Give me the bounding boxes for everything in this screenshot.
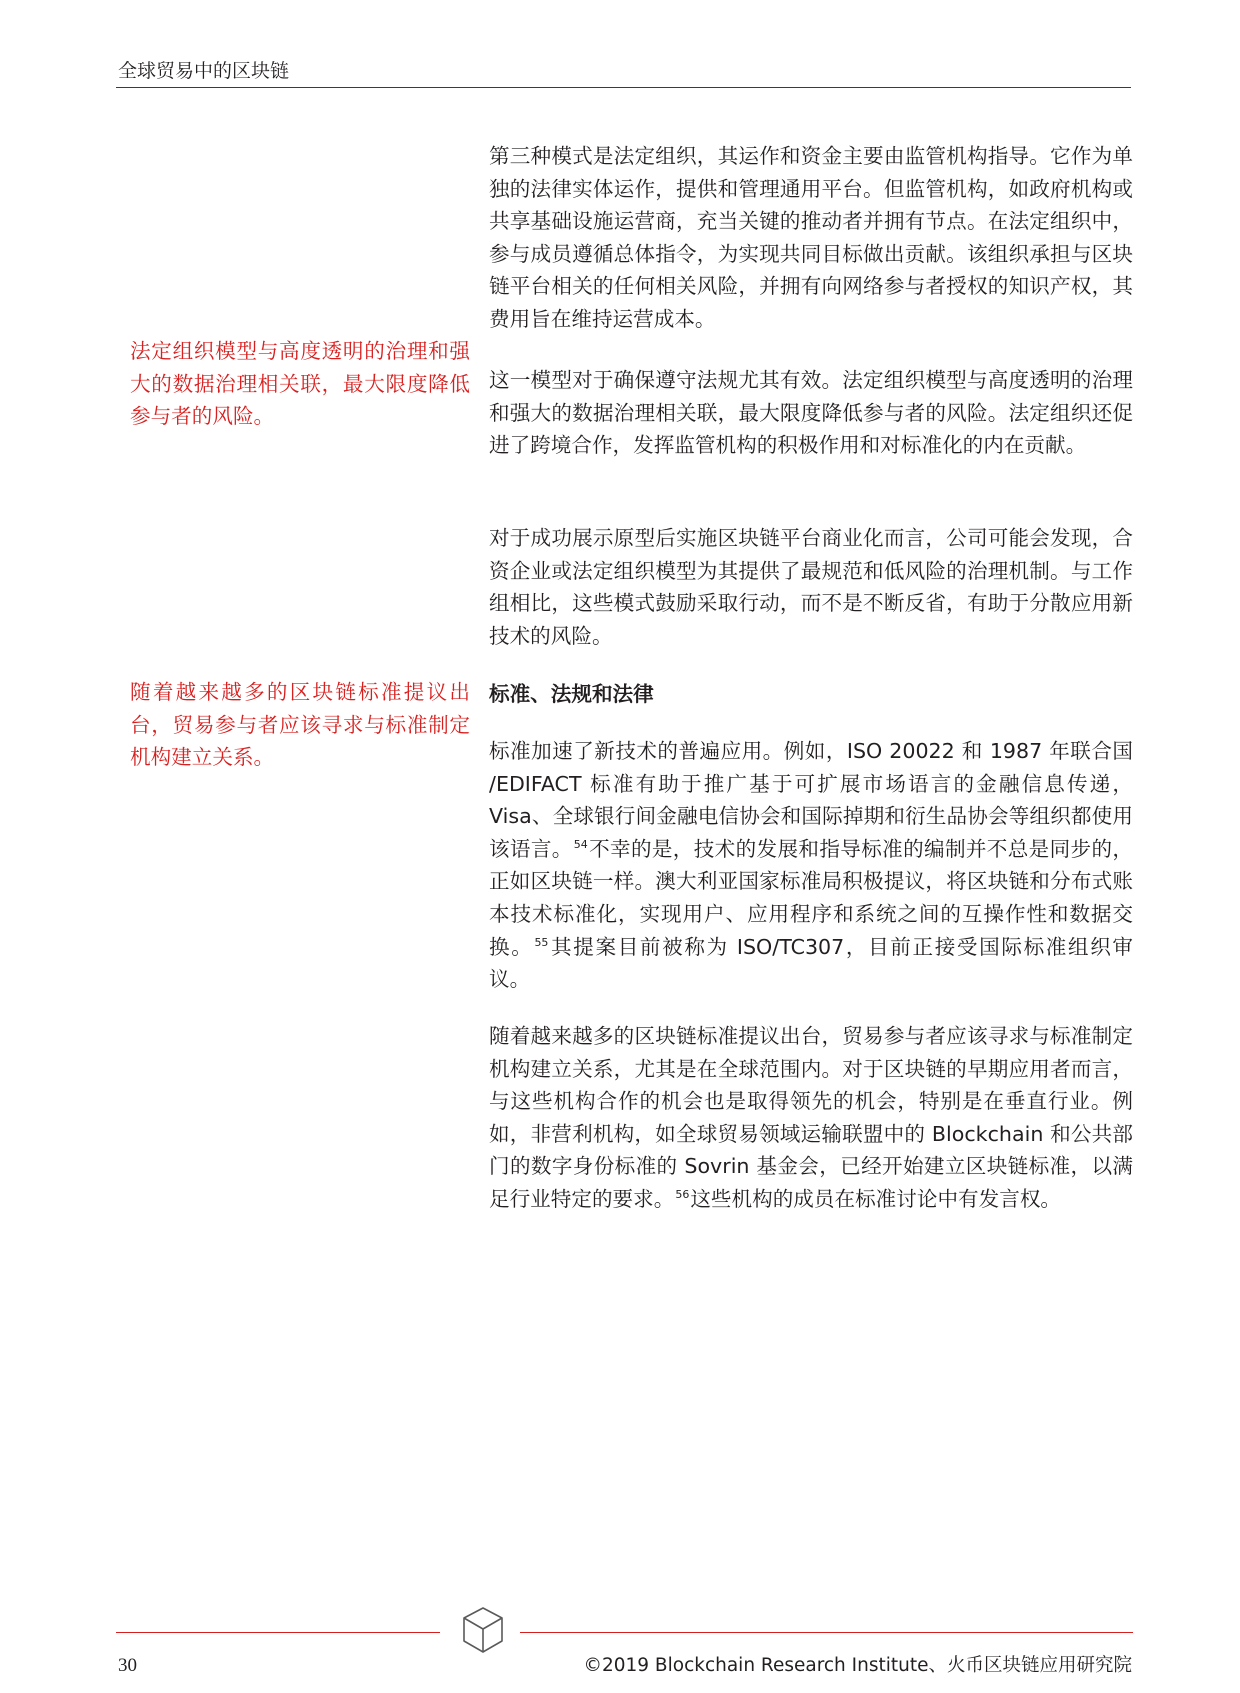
- pullquote-standards: 随着越来越多的区块链标准提议出台，贸易参与者应该寻求与标准制定机构建立关系。: [130, 680, 470, 770]
- paragraph-text: 第三种模式是法定组织，其运作和资金主要由监管机构指导。它作为单独的法律实体运作，提供和管理通用平台。但监管机构，如政府机构或共享基础设施运营商，充当关键的推动者并拥有节点。在法定组织中，参与成员遵循总体指令，为实现共同目标做出贡献。该组织承担与区块链平台相关的任何相关风险，并拥有向网络参与者授权的知识产权，其费用旨在维持运营成本。: [489, 144, 1133, 331]
- page-number: 30: [118, 1655, 137, 1676]
- footer-divider-left: [116, 1632, 440, 1633]
- paragraph-segment: 这些机构的成员在标准讨论中有发言权。: [690, 1186, 1062, 1211]
- footnote-ref-55[interactable]: 55: [534, 935, 549, 949]
- paragraph-text: [489, 735, 1133, 996]
- header-divider: [116, 87, 1131, 88]
- cube-icon: [461, 1605, 505, 1655]
- footnote-ref-54[interactable]: 54: [573, 837, 588, 851]
- paragraph-segment: 其提案目前被称为 ISO/TC307，目前正接受国际标准组织审议。: [489, 934, 1134, 992]
- paragraph-segment: 标准加速了新技术的普遍应用。例如，ISO 20022 和 1987 年联合国 /EDIFACT 标准有助于推广基于可扩展市场语言的金融信息传递，Visa、全球银行间金融电信协会和国际掉期和衍生品协会等组织都使用该语言。: [489, 739, 1133, 861]
- pullquote-statutory-model: 法定组织模型与高度透明的治理和强大的数据治理相关联，最大限度降低参与者的风险。: [130, 339, 470, 429]
- paragraph-text: 这一模型对于确保遵守法规尤其有效。法定组织模型与高度透明的治理和强大的数据治理相关联，最大限度降低参与者的风险。法定组织还促进了跨境合作，发挥监管机构的积极作用和对标准化的内在贡献。: [489, 368, 1133, 458]
- footer-divider-right: [520, 1632, 1133, 1633]
- paragraph-text: [489, 1020, 1133, 1216]
- paragraph-text: 对于成功展示原型后实施区块链平台商业化而言，公司可能会发现，合资企业或法定组织模型为其提供了最规范和低风险的治理机制。与工作组相比，这些模式鼓励采取行动，而不是不断反省，有助于分散应用新技术的风险。: [489, 526, 1133, 648]
- footer-credit: ©2019 Blockchain Research Institute、火币区块链应用研究院: [583, 1655, 1132, 1676]
- paragraph-segment: 随着越来越多的区块链标准提议出台，贸易参与者应该寻求与标准制定机构建立关系，尤其是在全球范围内。对于区块链的早期应用者而言，与这些机构合作的机会也是取得领先的机会，特别是在垂直行业。例如，非营利机构，如全球贸易领域运输联盟中的 Blockchain 和公共部门的数字身份标准的 Sovrin 基金会，已经开始建立区块链标准，以满足行业特定的要求。: [489, 1024, 1133, 1211]
- paragraph-segment: 不幸的是，技术的发展和指导标准的编制并不总是同步的，正如区块链一样。澳大利亚国家标准局积极提议，将区块链和分布式账本技术标准化，实现用户、应用程序和系统之间的互操作性和数据交换。: [489, 836, 1133, 959]
- body-paragraph-standards: [489, 735, 1133, 996]
- body-paragraph-commercialization: [489, 522, 1133, 652]
- footnote-ref-56[interactable]: 56: [675, 1188, 690, 1202]
- running-header: 全球贸易中的区块链: [118, 60, 290, 82]
- body-paragraph-regulatory-compliance: [489, 364, 1133, 462]
- body-paragraph-standards-bodies: [489, 1020, 1133, 1216]
- body-paragraph-statutory-organization: [489, 140, 1133, 336]
- section-heading: 标准、法规和法律: [489, 682, 654, 706]
